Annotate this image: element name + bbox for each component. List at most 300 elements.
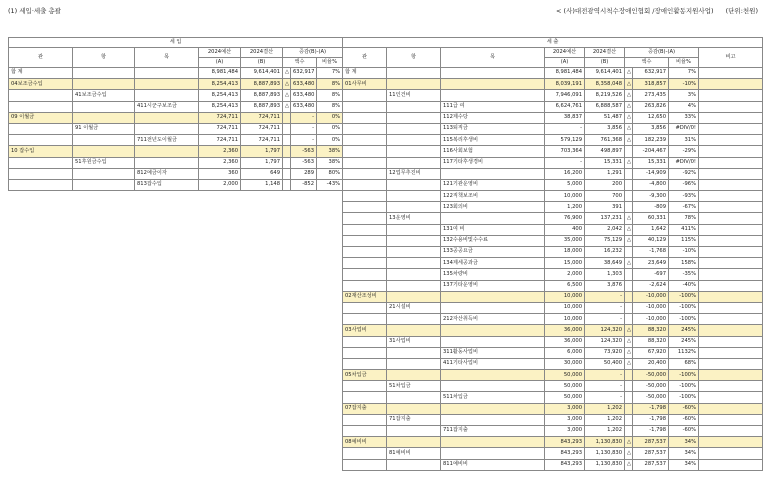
cell-ratio: 115% [669, 235, 699, 246]
cell-sign [625, 168, 633, 179]
cell-hang [387, 123, 441, 134]
cell-hang [387, 291, 441, 302]
cell-diff: -2,624 [633, 280, 669, 291]
income-rows [9, 68, 343, 191]
cell-note [699, 392, 763, 403]
cell-settle: 8,887,893 [241, 101, 283, 112]
cell-diff: -204,467 [633, 146, 669, 157]
cell-hang: 91 이월금 [73, 123, 135, 134]
cell-sign [625, 291, 633, 302]
table-row [343, 426, 763, 437]
cell-budget: 1,200 [545, 202, 585, 213]
cell-mok [441, 302, 545, 313]
cell-ratio: 34% [669, 437, 699, 448]
cell-sign [625, 414, 633, 425]
cell-diff: 632,917 [291, 68, 317, 79]
cell-budget: 6,624,761 [545, 101, 585, 112]
cell-settle: 16,232 [585, 247, 625, 258]
cell-sign: △ [283, 79, 291, 90]
cell-budget: 843,293 [545, 437, 585, 448]
unit-label: (단위:천원) [725, 7, 758, 15]
table-row [343, 258, 763, 269]
cell-hang: 31사업비 [387, 336, 441, 347]
cell-hang [387, 247, 441, 258]
cell-gwan [9, 101, 73, 112]
cell-diff: -10,000 [633, 291, 669, 302]
cell-ratio: -40% [669, 280, 699, 291]
cell-hang [387, 157, 441, 168]
cell-gwan: 10 잡수입 [9, 146, 73, 157]
cell-settle: 1,202 [585, 403, 625, 414]
table-row [343, 403, 763, 414]
cell-gwan [343, 101, 387, 112]
cell-settle: - [585, 392, 625, 403]
cell-gwan [343, 90, 387, 101]
cell-hang [73, 146, 135, 157]
cell-gwan: 05차입금 [343, 370, 387, 381]
cell-sign [625, 426, 633, 437]
cell-note [699, 325, 763, 336]
cell-gwan [343, 191, 387, 202]
cell-budget: 36,000 [545, 336, 585, 347]
cell-gwan: 03사업비 [343, 325, 387, 336]
cell-settle: 724,711 [241, 135, 283, 146]
table-row [343, 280, 763, 291]
cell-hang [387, 191, 441, 202]
cell-hang [387, 459, 441, 470]
cell-hang [387, 135, 441, 146]
cell-ratio: 80% [317, 168, 343, 179]
cell-budget: 50,000 [545, 381, 585, 392]
income-group-title: 세 입 [9, 38, 343, 48]
cell-gwan [343, 459, 387, 470]
cell-mok [441, 90, 545, 101]
cell-ratio: #DIV/0! [669, 123, 699, 134]
cell-diff: 3,856 [633, 123, 669, 134]
cell-ratio: -60% [669, 414, 699, 425]
cell-note [699, 280, 763, 291]
cell-note [699, 291, 763, 302]
table-row [343, 448, 763, 459]
cell-gwan: 08예비비 [343, 437, 387, 448]
cell-mok [441, 403, 545, 414]
cell-budget: 6,500 [545, 280, 585, 291]
cell-hang [387, 358, 441, 369]
table-row [9, 168, 343, 179]
cell-ratio: 34% [669, 459, 699, 470]
cell-hang [387, 370, 441, 381]
cell-note [699, 101, 763, 112]
col-budget: 2024예산 [545, 48, 585, 58]
cell-sign [283, 123, 291, 134]
cell-mok [441, 448, 545, 459]
col-budget: 2024예산 [199, 48, 241, 58]
cell-hang [387, 202, 441, 213]
cell-hang: 11인건비 [387, 90, 441, 101]
cell-settle: 1,291 [585, 168, 625, 179]
cell-sign: △ [625, 123, 633, 134]
cell-ratio: -100% [669, 302, 699, 313]
cell-gwan [343, 202, 387, 213]
col-budget-sub: (A) [545, 58, 585, 68]
col-hang: 항 [387, 48, 441, 68]
cell-budget: 30,000 [545, 358, 585, 369]
cell-ratio: 4% [669, 101, 699, 112]
cell-gwan [343, 426, 387, 437]
cell-settle: 15,331 [585, 157, 625, 168]
cell-gwan: 01사무비 [343, 79, 387, 90]
cell-note [699, 459, 763, 470]
cell-budget: 360 [199, 168, 241, 179]
cell-mok: 137기타운영비 [441, 280, 545, 291]
cell-settle: 6,888,587 [585, 101, 625, 112]
cell-diff: -50,000 [633, 392, 669, 403]
cell-ratio: 8% [317, 90, 343, 101]
cell-mok: 111급 여 [441, 101, 545, 112]
cell-budget: 2,360 [199, 146, 241, 157]
cell-hang [387, 437, 441, 448]
expense-rows [343, 68, 763, 471]
cell-budget: 76,900 [545, 213, 585, 224]
cell-budget: 10,000 [545, 314, 585, 325]
cell-mok [441, 325, 545, 336]
cell-mok: 112제수당 [441, 112, 545, 123]
cell-budget: 724,711 [199, 112, 241, 123]
table-row [9, 123, 343, 134]
table-row [343, 392, 763, 403]
cell-budget: 10,000 [545, 302, 585, 313]
cell-mok: 511차입금 [441, 392, 545, 403]
cell-note [699, 157, 763, 168]
cell-diff: 287,537 [633, 459, 669, 470]
cell-gwan [343, 235, 387, 246]
cell-note [699, 202, 763, 213]
cell-gwan [343, 112, 387, 123]
cell-gwan: 07잡지출 [343, 403, 387, 414]
cell-ratio: 3% [669, 90, 699, 101]
table-row [343, 112, 763, 123]
cell-note [699, 123, 763, 134]
cell-settle: 1,797 [241, 157, 283, 168]
cell-diff: - [291, 135, 317, 146]
cell-diff: 287,537 [633, 448, 669, 459]
cell-sign [625, 370, 633, 381]
table-row [9, 179, 343, 190]
cell-diff: - [291, 112, 317, 123]
cell-budget: 5,000 [545, 179, 585, 190]
cell-diff: 289 [291, 168, 317, 179]
cell-ratio: 78% [669, 213, 699, 224]
cell-note [699, 79, 763, 90]
cell-diff: 15,331 [633, 157, 669, 168]
cell-mok: 134제세공과금 [441, 258, 545, 269]
cell-mok: 811예비비 [441, 459, 545, 470]
table-row [343, 358, 763, 369]
cell-budget: 843,293 [545, 448, 585, 459]
cell-hang [73, 101, 135, 112]
cell-settle: 51,487 [585, 112, 625, 123]
cell-gwan [343, 336, 387, 347]
table-row [343, 437, 763, 448]
cell-ratio: -35% [669, 269, 699, 280]
cell-sign [283, 112, 291, 123]
cell-gwan [9, 90, 73, 101]
cell-ratio: 411% [669, 224, 699, 235]
cell-ratio: -100% [669, 314, 699, 325]
cell-settle: - [585, 370, 625, 381]
cell-mok [135, 112, 199, 123]
cell-diff: 273,435 [633, 90, 669, 101]
cell-budget: 3,000 [545, 426, 585, 437]
cell-note [699, 314, 763, 325]
cell-sign: △ [625, 157, 633, 168]
cell-gwan [343, 347, 387, 358]
table-row [343, 146, 763, 157]
cell-hang [387, 224, 441, 235]
cell-ratio: 0% [317, 123, 343, 134]
cell-settle: 1,130,830 [585, 448, 625, 459]
cell-settle: 124,320 [585, 325, 625, 336]
cell-ratio: -60% [669, 426, 699, 437]
cell-diff: -563 [291, 157, 317, 168]
cell-sign: △ [625, 325, 633, 336]
col-gwan: 관 [343, 48, 387, 68]
cell-diff: -1,798 [633, 426, 669, 437]
cell-settle: 8,358,048 [585, 79, 625, 90]
cell-sign: △ [625, 358, 633, 369]
section-title: (1) 세입·세출 총괄 [8, 7, 62, 15]
cell-settle: 1,148 [241, 179, 283, 190]
cell-gwan [343, 157, 387, 168]
cell-budget: 7,946,091 [545, 90, 585, 101]
cell-note [699, 191, 763, 202]
cell-diff: 318,857 [633, 79, 669, 90]
cell-mok: 711전년도이월금 [135, 135, 199, 146]
cell-note [699, 224, 763, 235]
cell-budget: 8,981,484 [545, 68, 585, 79]
cell-ratio: -100% [669, 291, 699, 302]
cell-hang [73, 79, 135, 90]
cell-sign: △ [625, 90, 633, 101]
table-row [9, 90, 343, 101]
cell-gwan: 02재산조성비 [343, 291, 387, 302]
cell-budget: 35,000 [545, 235, 585, 246]
cell-mok: 131여 비 [441, 224, 545, 235]
cell-mok: 121기관운영비 [441, 179, 545, 190]
cell-sign: △ [625, 79, 633, 90]
cell-diff: -697 [633, 269, 669, 280]
cell-settle: 1,202 [585, 414, 625, 425]
cell-settle: 75,129 [585, 235, 625, 246]
cell-gwan [343, 302, 387, 313]
cell-note [699, 414, 763, 425]
cell-sign [625, 392, 633, 403]
cell-diff: -1,798 [633, 414, 669, 425]
col-diff: 증감(B)-(A) [283, 48, 343, 58]
col-diff: 증감(B)-(A) [625, 48, 699, 58]
cell-ratio: 158% [669, 258, 699, 269]
cell-diff: 88,320 [633, 325, 669, 336]
cell-settle: 761,368 [585, 135, 625, 146]
cell-mok [441, 168, 545, 179]
cell-mok: 135차량비 [441, 269, 545, 280]
col-amount: 액수 [625, 58, 669, 68]
cell-hang [387, 235, 441, 246]
cell-ratio: -100% [669, 392, 699, 403]
cell-sign [625, 280, 633, 291]
cell-mok: 813잡수입 [135, 179, 199, 190]
cell-mok [135, 157, 199, 168]
cell-sign: △ [625, 224, 633, 235]
cell-mok [135, 123, 199, 134]
cell-hang [387, 325, 441, 336]
cell-budget: 400 [545, 224, 585, 235]
cell-hang [73, 168, 135, 179]
cell-ratio: -29% [669, 146, 699, 157]
cell-mok [441, 291, 545, 302]
cell-gwan [9, 179, 73, 190]
table-row [343, 135, 763, 146]
cell-diff: 23,649 [633, 258, 669, 269]
cell-budget: 36,000 [545, 325, 585, 336]
cell-diff: 633,480 [291, 101, 317, 112]
cell-budget: 2,000 [545, 269, 585, 280]
cell-hang [387, 314, 441, 325]
cell-note [699, 358, 763, 369]
cell-diff: 633,480 [291, 79, 317, 90]
cell-note [699, 336, 763, 347]
cell-gwan [343, 224, 387, 235]
cell-note [699, 68, 763, 79]
cell-budget: 8,981,484 [199, 68, 241, 79]
table-row [343, 336, 763, 347]
col-gwan: 관 [9, 48, 73, 68]
cell-diff: 88,320 [633, 336, 669, 347]
cell-mok: 411기타사업비 [441, 358, 545, 369]
cell-note [699, 403, 763, 414]
cell-ratio: 31% [669, 135, 699, 146]
table-row [343, 79, 763, 90]
table-row [343, 224, 763, 235]
table-row [343, 370, 763, 381]
cell-gwan [343, 258, 387, 269]
cell-sign: △ [625, 448, 633, 459]
cell-hang [387, 280, 441, 291]
cell-gwan [343, 213, 387, 224]
cell-diff: -14,909 [633, 168, 669, 179]
col-settle: 2024결산 [585, 48, 625, 58]
cell-settle: - [585, 291, 625, 302]
cell-note [699, 179, 763, 190]
cell-note [699, 302, 763, 313]
table-row [343, 414, 763, 425]
cell-ratio: 1132% [669, 347, 699, 358]
cell-gwan [343, 135, 387, 146]
cell-note [699, 448, 763, 459]
cell-hang: 81예비비 [387, 448, 441, 459]
expense-table [342, 37, 763, 471]
cell-note [699, 90, 763, 101]
cell-hang [73, 68, 135, 79]
cell-hang [387, 347, 441, 358]
cell-note [699, 135, 763, 146]
cell-settle: 700 [585, 191, 625, 202]
cell-settle: 124,320 [585, 336, 625, 347]
cell-diff: -809 [633, 202, 669, 213]
cell-budget: 8,254,413 [199, 101, 241, 112]
org-header [556, 6, 758, 15]
cell-mok [135, 79, 199, 90]
cell-note [699, 426, 763, 437]
cell-gwan: 04보조금수입 [9, 79, 73, 90]
cell-ratio: -100% [669, 370, 699, 381]
table-row [343, 325, 763, 336]
cell-sign: △ [625, 336, 633, 347]
cell-sign: △ [625, 213, 633, 224]
table-row [343, 235, 763, 246]
table-row [343, 179, 763, 190]
cell-diff: -50,000 [633, 370, 669, 381]
cell-settle: 8,219,526 [585, 90, 625, 101]
table-row [343, 191, 763, 202]
cell-hang [387, 68, 441, 79]
cell-settle: 73,920 [585, 347, 625, 358]
cell-mok [441, 370, 545, 381]
cell-budget: 16,200 [545, 168, 585, 179]
table-row [9, 135, 343, 146]
table-row [343, 302, 763, 313]
cell-mok [441, 414, 545, 425]
cell-diff: 40,129 [633, 235, 669, 246]
cell-settle: 38,649 [585, 258, 625, 269]
cell-sign [625, 403, 633, 414]
cell-ratio: 8% [317, 101, 343, 112]
cell-budget: 724,711 [199, 123, 241, 134]
cell-settle: 3,856 [585, 123, 625, 134]
table-row [343, 157, 763, 168]
col-mok: 목 [441, 48, 545, 68]
cell-note [699, 247, 763, 258]
cell-hang [387, 269, 441, 280]
table-row [343, 459, 763, 470]
cell-settle: 1,130,830 [585, 459, 625, 470]
cell-budget: 10,000 [545, 291, 585, 302]
cell-diff: -9,300 [633, 191, 669, 202]
cell-mok [441, 437, 545, 448]
cell-budget: 8,254,413 [199, 90, 241, 101]
cell-mok: 812예금이자 [135, 168, 199, 179]
cell-settle: 724,711 [241, 123, 283, 134]
cell-ratio: -93% [669, 191, 699, 202]
cell-note [699, 347, 763, 358]
cell-settle: 2,042 [585, 224, 625, 235]
cell-hang: 71잡지출 [387, 414, 441, 425]
cell-diff: -563 [291, 146, 317, 157]
cell-sign [625, 179, 633, 190]
cell-sign [283, 157, 291, 168]
cell-hang [387, 258, 441, 269]
cell-sign [283, 168, 291, 179]
cell-budget: 8,039,191 [545, 79, 585, 90]
cell-settle: 200 [585, 179, 625, 190]
cell-hang: 13운영비 [387, 213, 441, 224]
cell-diff: -852 [291, 179, 317, 190]
cell-hang: 51후원금수입 [73, 157, 135, 168]
cell-diff: -1,768 [633, 247, 669, 258]
cell-diff: -50,000 [633, 381, 669, 392]
cell-gwan [343, 280, 387, 291]
cell-sign: △ [625, 258, 633, 269]
